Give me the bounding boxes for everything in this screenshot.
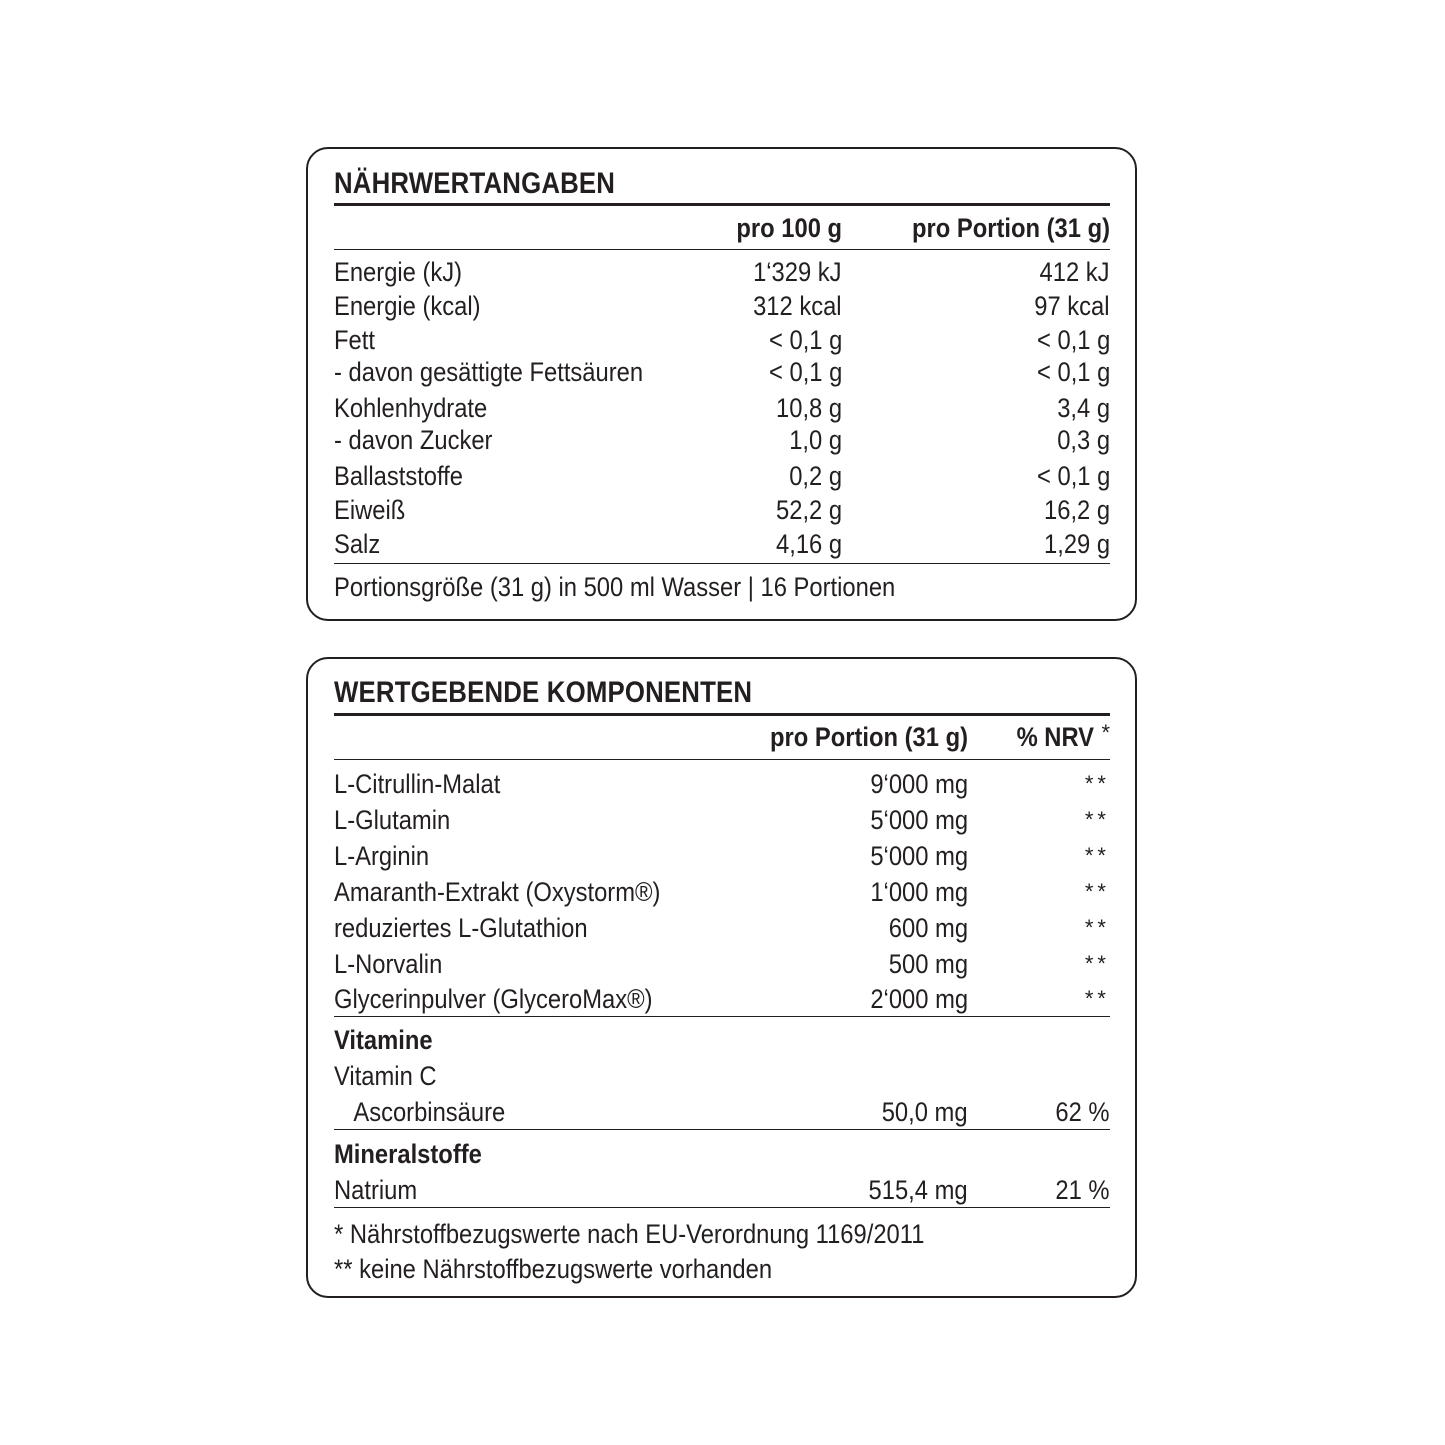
- row-portion: 5‘000 mg: [870, 841, 968, 871]
- row-label: - davon gesättigte Fettsäuren: [334, 357, 644, 387]
- footnote-row: [334, 1219, 1110, 1249]
- footer-divider: [334, 1207, 1110, 1208]
- row-label: Amaranth-Extrakt (Oxystorm®): [334, 877, 661, 907]
- table-row: [334, 805, 1110, 835]
- minerals-heading: Mineralstoffe: [334, 1139, 482, 1169]
- row-portion: 500 mg: [888, 949, 968, 979]
- row-per100: 1‘329 kJ: [753, 257, 842, 287]
- vitamins-heading: Vitamine: [334, 1025, 433, 1055]
- table-row: [334, 841, 1110, 871]
- table-row: [334, 913, 1110, 943]
- row-portion: < 0,1 g: [1036, 325, 1110, 355]
- row-portion: 9‘000 mg: [870, 769, 968, 799]
- header-divider: [334, 759, 1110, 760]
- table-row: [334, 1175, 1110, 1205]
- section-divider: [334, 1016, 1110, 1017]
- row-nrv: 21 %: [1055, 1175, 1110, 1205]
- row-portion: 50,0 mg: [882, 1097, 968, 1127]
- row-portion: 515,4 mg: [868, 1175, 968, 1205]
- nutrition-header-row: [334, 213, 1110, 243]
- row-nrv: **: [1084, 915, 1110, 940]
- footnote-no-nrv: ** keine Nährstoffbezugswerte vorhanden: [334, 1254, 773, 1284]
- row-portion: < 0,1 g: [1036, 357, 1110, 387]
- row-label: Eiweiß: [334, 495, 406, 525]
- row-portion: 3,4 g: [1057, 393, 1110, 423]
- row-label: Ascorbinsäure: [353, 1097, 506, 1127]
- row-per100: 312 kcal: [753, 291, 842, 321]
- header-divider: [334, 249, 1110, 250]
- row-label: L-Glutamin: [334, 805, 451, 835]
- row-per100: < 0,1 g: [768, 325, 842, 355]
- row-label: Fett: [334, 325, 375, 355]
- row-nrv: **: [1084, 879, 1110, 904]
- col-header-portion: pro Portion (31 g): [912, 213, 1110, 243]
- components-panel: [306, 657, 1137, 1298]
- row-label: L-Norvalin: [334, 949, 443, 979]
- row-label: Energie (kJ): [334, 257, 463, 287]
- row-portion: 97 kcal: [1034, 291, 1110, 321]
- table-row: [334, 529, 1110, 559]
- table-row: [334, 495, 1110, 525]
- row-portion: 0,3 g: [1057, 425, 1110, 455]
- section-divider: [334, 1129, 1110, 1130]
- table-row: [334, 949, 1110, 979]
- row-nrv: **: [1084, 951, 1110, 976]
- col-header-nrv: % NRV: [1016, 722, 1094, 752]
- vitamin-group-label: Vitamin C: [334, 1061, 437, 1091]
- table-row: [334, 425, 1110, 455]
- row-portion: 1‘000 mg: [870, 877, 968, 907]
- col-header-per100: pro 100 g: [736, 213, 842, 243]
- table-row: [334, 291, 1110, 321]
- table-row: [334, 1097, 1110, 1127]
- row-portion: 1,29 g: [1043, 529, 1110, 559]
- row-label: - davon Zucker: [334, 425, 493, 455]
- row-portion: 16,2 g: [1043, 495, 1110, 525]
- row-nrv: **: [1084, 771, 1110, 796]
- title-divider: [334, 713, 1110, 716]
- row-portion: < 0,1 g: [1036, 461, 1110, 491]
- row-per100: 1,0 g: [789, 425, 842, 455]
- footer-divider: [334, 563, 1110, 564]
- table-row: [334, 357, 1110, 387]
- components-title: WERTGEBENDE KOMPONENTEN: [334, 676, 753, 709]
- serving-note: Portionsgröße (31 g) in 500 ml Wasser | 16 Portionen: [334, 572, 896, 602]
- row-nrv: 62 %: [1055, 1097, 1110, 1127]
- row-label: L-Citrullin-Malat: [334, 769, 501, 799]
- row-nrv: **: [1084, 986, 1110, 1011]
- row-label: Energie (kcal): [334, 291, 481, 321]
- components-header-row: [334, 722, 1110, 752]
- row-label: Kohlenhydrate: [334, 393, 488, 423]
- row-portion: 5‘000 mg: [870, 805, 968, 835]
- row-label: reduziertes L-Glutathion: [334, 913, 588, 943]
- minerals-heading-row: [334, 1139, 1110, 1169]
- row-nrv: **: [1084, 807, 1110, 832]
- row-nrv: **: [1084, 843, 1110, 868]
- row-per100: 52,2 g: [775, 495, 842, 525]
- row-label: Glycerinpulver (GlyceroMax®): [334, 984, 653, 1014]
- nutrition-title: NÄHRWERTANGABEN: [334, 167, 616, 200]
- row-portion: 2‘000 mg: [870, 984, 968, 1014]
- serving-note-row: [334, 572, 1110, 602]
- col-header-portion: pro Portion (31 g): [770, 722, 968, 752]
- row-portion: 600 mg: [888, 913, 968, 943]
- table-row: [334, 769, 1110, 799]
- table-row: [334, 461, 1110, 491]
- nutrition-facts-panel: [306, 147, 1137, 621]
- table-row: [334, 877, 1110, 907]
- vitamins-heading-row: [334, 1025, 1110, 1055]
- row-per100: < 0,1 g: [768, 357, 842, 387]
- table-row: [334, 325, 1110, 355]
- row-per100: 4,16 g: [775, 529, 842, 559]
- row-label: Natrium: [334, 1175, 418, 1205]
- table-row: [334, 257, 1110, 287]
- table-row: [334, 393, 1110, 423]
- table-row: [334, 984, 1110, 1014]
- footnote-nrv: * Nährstoffbezugswerte nach EU-Verordnung 1169/2011: [334, 1219, 925, 1249]
- vitamin-group-row: [334, 1061, 1110, 1091]
- row-per100: 10,8 g: [775, 393, 842, 423]
- title-divider: [334, 203, 1110, 206]
- row-per100: 0,2 g: [789, 461, 842, 491]
- row-label: Ballaststoffe: [334, 461, 464, 491]
- row-label: Salz: [334, 529, 381, 559]
- col-header-nrv-wrap: [1006, 722, 1110, 754]
- col-header-nrv-mark: *: [1101, 720, 1110, 745]
- footnote-row: [334, 1254, 1110, 1284]
- row-label: L-Arginin: [334, 841, 430, 871]
- row-portion: 412 kJ: [1039, 257, 1110, 287]
